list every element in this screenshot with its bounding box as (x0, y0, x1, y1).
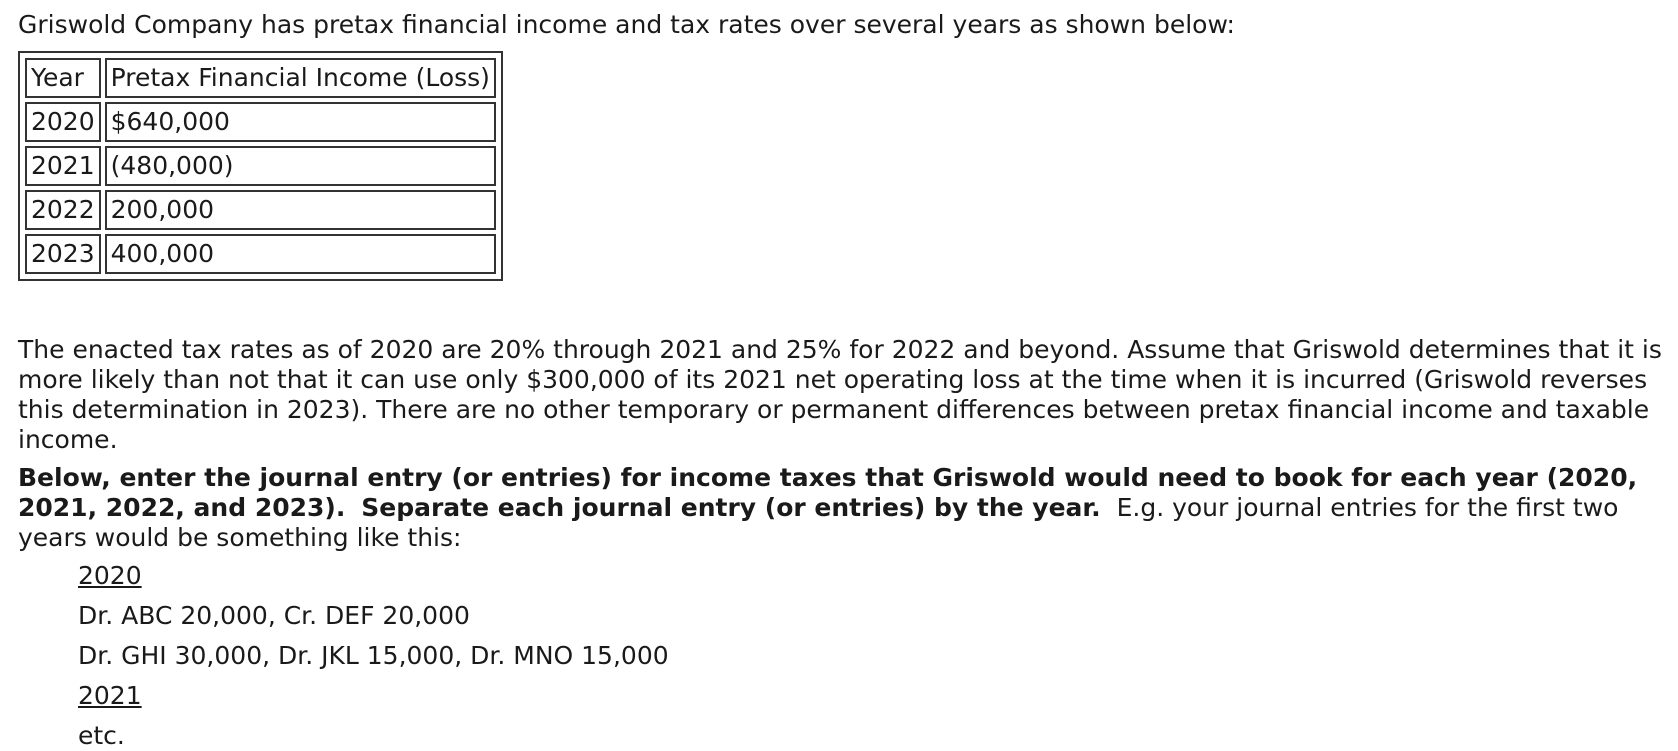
cell-year: 2020 (25, 102, 101, 142)
income-table (18, 51, 503, 281)
cell-income: 400,000 (105, 234, 496, 274)
table-header-row (25, 58, 496, 98)
header-year: Year (25, 58, 101, 98)
instructions-bold-2: Separate each journal entry (or entries) by the year. (361, 493, 1101, 522)
example-entries (78, 561, 1678, 751)
instructions-bold-1: Below, enter the journal entry (or entries) for income taxes that Griswold would need to book for each year (2020, 2021, 2022, and 2023). (18, 463, 1638, 522)
header-income: Pretax Financial Income (Loss) (105, 58, 496, 98)
table-row (25, 190, 496, 230)
example-entry-2: Dr. GHI 30,000, Dr. JKL 15,000, Dr. MNO 15,000 (78, 641, 669, 670)
example-year-2021: 2021 (78, 681, 142, 710)
cell-income: $640,000 (105, 102, 496, 142)
instructions-rest: E.g. your journal entries for the first two years would be something like this: (18, 493, 1619, 552)
cell-year: 2021 (25, 146, 101, 186)
intro-text: Griswold Company has pretax financial income and tax rates over several years as shown below: (18, 10, 1235, 39)
example-etc: etc. (78, 721, 125, 750)
table-row (25, 146, 496, 186)
cell-year: 2022 (25, 190, 101, 230)
cell-income: (480,000) (105, 146, 496, 186)
example-year-2020: 2020 (78, 561, 142, 590)
example-entry-1: Dr. ABC 20,000, Cr. DEF 20,000 (78, 601, 470, 630)
cell-year: 2023 (25, 234, 101, 274)
table-row (25, 102, 496, 142)
tax-rates-paragraph: The enacted tax rates as of 2020 are 20% through 2021 and 25% for 2022 and beyond. Assume that Griswold determines that it is more likely than not that it can use only $300,000 of its 2021 net operating loss at the time when it is incurred (Griswold reverses this determination in 2023). There are no other temporary or permanent differences between pretax financial income and taxable income. (18, 335, 1662, 454)
cell-income: 200,000 (105, 190, 496, 230)
table-row (25, 234, 496, 274)
instructions-paragraph (18, 463, 1678, 553)
